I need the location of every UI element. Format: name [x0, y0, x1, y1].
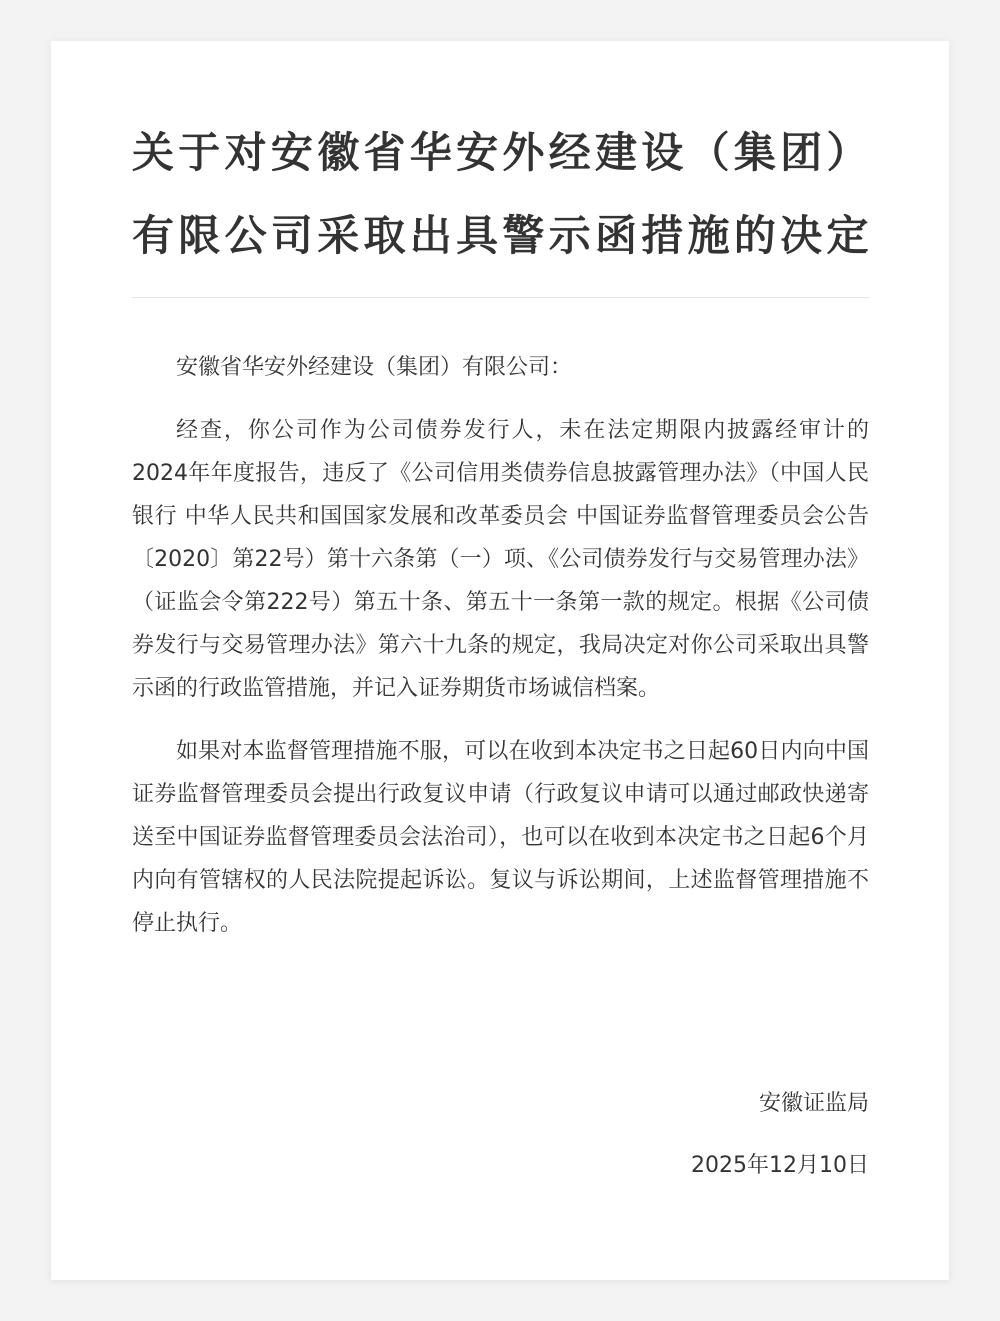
document-title [132, 41, 869, 277]
title-line-2: 有限公司采取出具警示函措施的决定 [132, 211, 869, 260]
document-content [132, 41, 869, 1178]
document-body [132, 346, 869, 945]
issuing-authority: 安徽证监局 [758, 1091, 869, 1116]
title-divider [132, 297, 869, 298]
salutation: 安徽省华安外经建设（集团）有限公司： [176, 355, 573, 380]
document-card [51, 41, 949, 1280]
paragraph-appeal: 如果对本监督管理措施不服，可以在收到本决定书之日起60日内向中国证券监督管理委员会提出行政复议申请（行政复议申请可以通过邮政快递寄送至中国证券监督管理委员会法治司），也可以在收到本决定书之日起6个月内向有管辖权的人民法院提起诉讼。复议与诉讼期间，上述监督管理措施不停止执行。 [132, 739, 869, 936]
issue-date: 2025年12月10日 [691, 1153, 869, 1178]
paragraph-findings: 经查，你公司作为公司债券发行人，未在法定期限内披露经审计的2024年年度报告，违反了《公司信用类债券信息披露管理办法》（中国人民银行 中华人民共和国国家发展和改革委员会 中国证券监督管理委员会公告〔2020〕第22号）第十六条第（一）项、《公司债券发行与交易管理办法》（证监会令第222号）第五十条、第五十一条第一款的规定。根据《公司债券发行与交易管理办法》第六十九条的规定，我局决定对你公司采取出具警示函的行政监管措施，并记入证券期货市场诚信档案。 [132, 418, 869, 701]
title-line-1: 关于对安徽省华安外经建设（集团） [132, 128, 869, 177]
